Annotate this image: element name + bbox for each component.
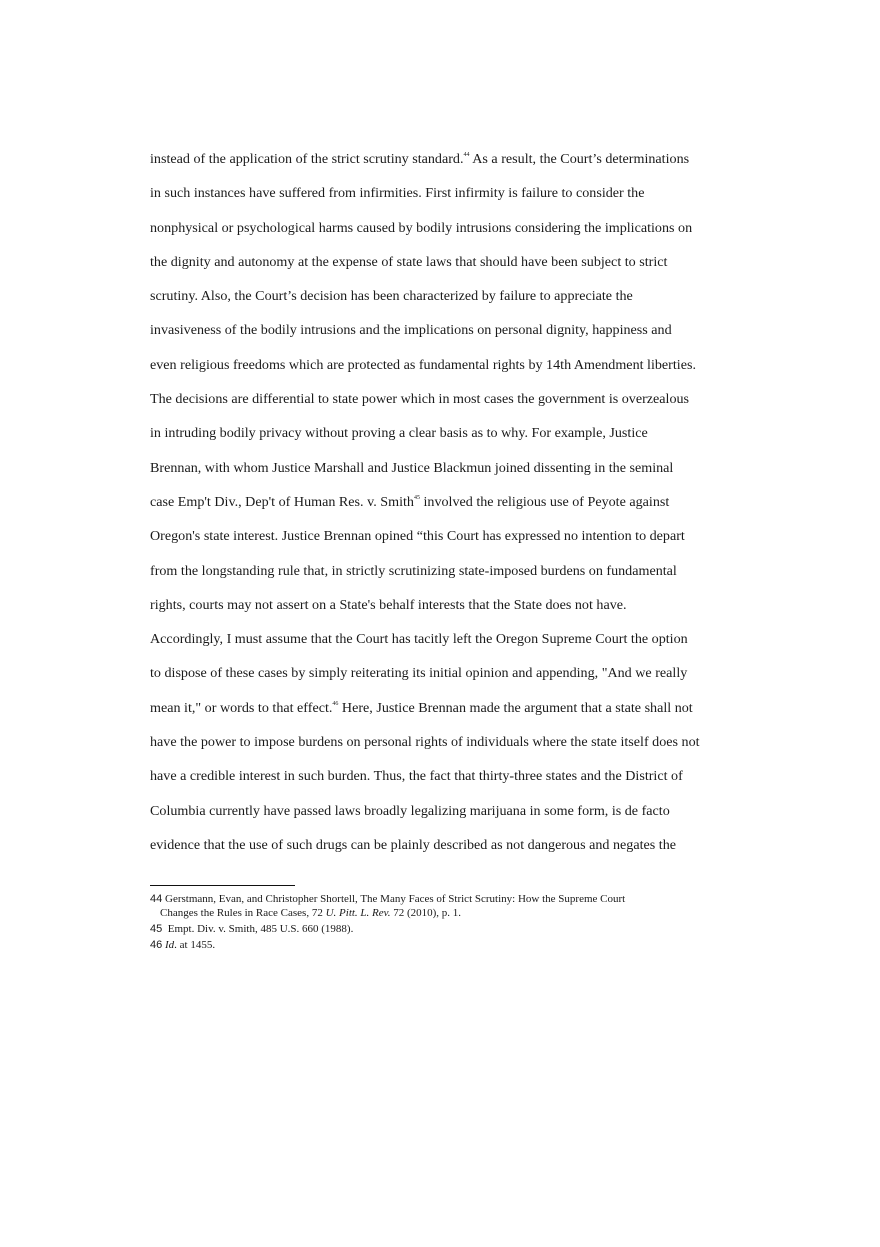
footnote-ref-46: 46 — [332, 701, 339, 708]
text-run: Here, Justice Brennan made the argument that a state shall not — [338, 699, 693, 716]
text-run: Accordingly, I must assume that the Court has tacitly left the Oregon Supreme Court the option — [150, 631, 688, 648]
footnote-separator — [150, 885, 295, 886]
body-line — [150, 489, 740, 523]
footnote-number: 46 — [150, 939, 163, 951]
journal-title: U. Pitt. L. Rev. — [325, 907, 391, 919]
text-run: Oregon's state interest. Justice Brennan opined “this Court has expressed no intention to depart — [150, 528, 685, 545]
text-run: the dignity and autonomy at the expense of state laws that should have been subject to strict — [150, 253, 668, 270]
footnote-number: 45 — [150, 923, 163, 935]
body-line — [150, 592, 740, 626]
text-run: instead of the application of the strict scrutiny standard. — [150, 151, 464, 167]
text-run: even religious freedoms which are protected as fundamental rights by 14th Amendment liberties. — [150, 356, 696, 373]
text-run: As a result, the Court’s determinations — [469, 151, 690, 167]
body-text — [150, 146, 740, 866]
footnote-ref-44: 44 — [463, 152, 470, 159]
text-run: in such instances have suffered from infirmities. First infirmity is failure to consider the — [150, 185, 645, 202]
body-line — [150, 249, 740, 283]
text-run: to dispose of these cases by simply reiterating its initial opinion and appending, "And we really — [150, 665, 688, 682]
footnote-text: 72 (2010), p. 1. — [390, 907, 462, 919]
body-line — [150, 832, 740, 866]
body-line — [150, 729, 740, 763]
footnote-46 — [150, 938, 740, 952]
body-line — [150, 558, 740, 592]
footnote-italic: Id — [162, 939, 175, 951]
body-line — [150, 146, 740, 180]
body-line — [150, 763, 740, 797]
body-line — [150, 695, 740, 729]
text-run: involved the religious use of Peyote against — [419, 493, 670, 510]
text-run: invasiveness of the bodily intrusions and the implications on personal dignity, happiness and — [150, 322, 672, 339]
body-line — [150, 626, 740, 660]
text-run: have a credible interest in such burden. Thus, the fact that thirty-three states and the District of — [150, 768, 683, 785]
footnote-text: Changes the Rules in Race Cases, 72 — [160, 907, 326, 919]
text-run: Brennan, with whom Justice Marshall and Justice Blackmun joined dissenting in the seminal — [150, 459, 674, 476]
body-line — [150, 523, 740, 557]
text-run: Columbia currently have passed laws broadly legalizing marijuana in some form, is de facto — [150, 802, 670, 819]
text-run: have the power to impose burdens on personal rights of individuals where the state itself does not — [150, 734, 700, 751]
footnote-number: 44 — [150, 893, 163, 905]
body-line — [150, 455, 740, 489]
body-line — [150, 420, 740, 454]
text-run: mean it," or words to that effect. — [150, 699, 333, 716]
body-line — [150, 386, 740, 420]
text-run: scrutiny. Also, the Court’s decision has been characterized by failure to appreciate the — [150, 288, 633, 305]
body-line — [150, 317, 740, 351]
body-line — [150, 283, 740, 317]
body-line — [150, 180, 740, 214]
footnote-44 — [150, 892, 740, 920]
body-line — [150, 660, 740, 694]
text-run: evidence that the use of such drugs can be plainly described as not dangerous and negates the — [150, 836, 676, 853]
footnote-text: . at 1455. — [174, 939, 216, 951]
text-run: The decisions are differential to state power which in most cases the government is overzealous — [150, 391, 690, 408]
footnote-45 — [150, 922, 740, 936]
text-run: case Emp't Div., Dep't of Human Res. v. Smith — [150, 493, 414, 510]
body-line — [150, 215, 740, 249]
footnote-ref-45: 45 — [413, 495, 420, 502]
footnotes — [150, 892, 740, 954]
footnote-text: Gerstmann, Evan, and Christopher Shortell, The Many Faces of Strict Scrutiny: How the Supreme Court — [162, 893, 626, 905]
body-line — [150, 798, 740, 832]
text-run: rights, courts may not assert on a State's behalf interests that the State does not have. — [150, 596, 627, 613]
body-line — [150, 352, 740, 386]
text-run: nonphysical or psychological harms caused by bodily intrusions considering the implications on — [150, 219, 693, 236]
text-run: in intruding bodily privacy without proving a clear basis as to why. For example, Justice — [150, 425, 648, 442]
text-run: from the longstanding rule that, in strictly scrutinizing state-imposed burdens on fundamental — [150, 562, 677, 579]
footnote-text: Empt. Div. v. Smith, 485 U.S. 660 (1988). — [162, 923, 354, 935]
